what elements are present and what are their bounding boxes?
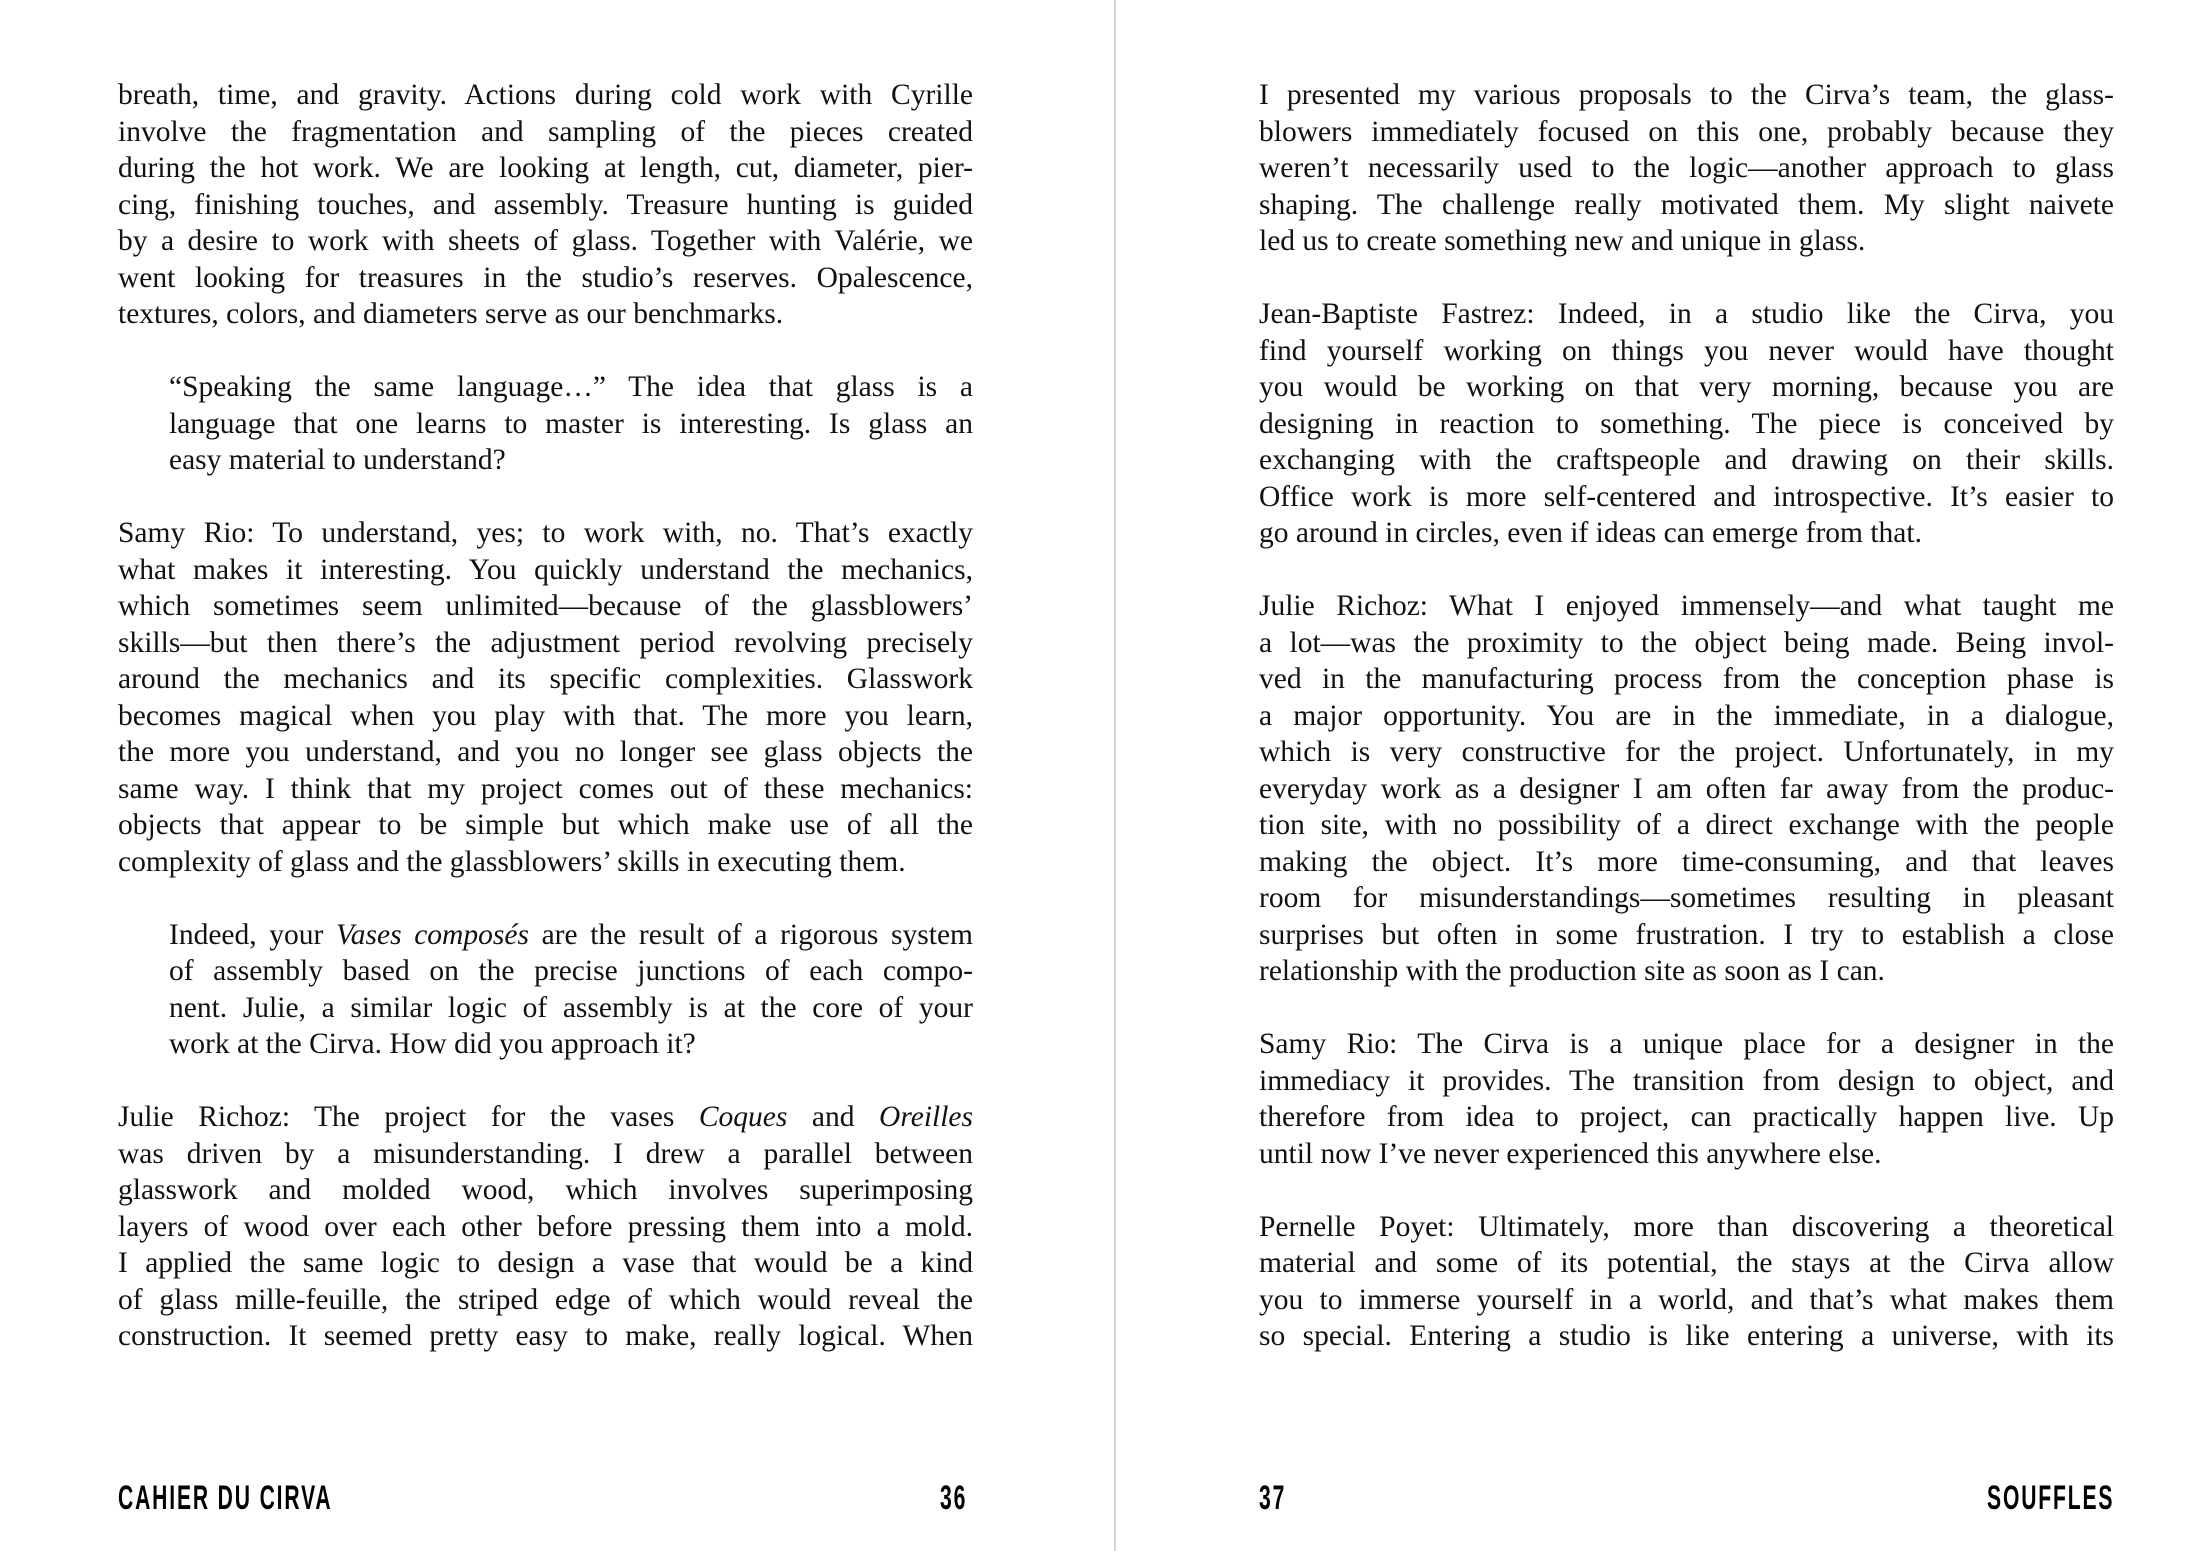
text-line: shaping. The challenge really motivated them. My slight naivete [1259, 188, 2114, 221]
body-paragraph [118, 515, 973, 880]
text-line: you to immerse yourself in a world, and that’s what makes them [1259, 1283, 2114, 1316]
left-running-footer-title: CAHIER DU CIRVA [118, 1479, 333, 1517]
italic-title: Oreilles [879, 1101, 973, 1133]
text-line: go around in circles, even if ideas can emerge from that. [1259, 517, 1922, 549]
text-line: Samy Rio: To understand, yes; to work with, no. That’s exactly [118, 517, 973, 549]
body-paragraph [1259, 77, 2114, 260]
text-line: same way. I think that my project comes out of these mechanics: [118, 772, 973, 805]
text-line: ved in the manufacturing process from the conception phase is [1259, 663, 2114, 695]
text-line: textures, colors, and diameters serve as our benchmarks. [118, 298, 784, 330]
body-paragraph [118, 77, 973, 333]
body-paragraph [1259, 588, 2114, 990]
text-line: objects that appear to be simple but which make use of all the [118, 809, 973, 841]
text-segment: and [787, 1101, 880, 1133]
text-line: complexity of glass and the glassblowers’ skills in executing them. [118, 845, 906, 878]
text-line: construction. It seemed pretty easy to make, really logical. When [118, 1320, 973, 1352]
text-line: so special. Entering a studio is like entering a universe, with its [1259, 1320, 2114, 1352]
text-line: making the object. It’s more time-consuming, and that leaves [1259, 845, 2114, 878]
text-line: Samy Rio: The Cirva is a unique place for a designer in the [1259, 1028, 2114, 1060]
interviewer-question-paragraph [118, 917, 973, 1063]
text-line: Pernelle Poyet: Ultimately, more than discovering a theoretical [1259, 1210, 2114, 1243]
text-line: was driven by a misunderstanding. I drew a parallel between [118, 1137, 973, 1170]
text-line: exchanging with the craftspeople and drawing on their skills. [1259, 444, 2114, 476]
text-line: I presented my various proposals to the Cirva’s team, the glass- [1259, 79, 2114, 111]
text-segment: Julie Richoz: The project for the vases [118, 1101, 699, 1133]
text-line: language that one learns to master is interesting. Is glass an [169, 407, 973, 440]
text-line: blowers immediately focused on this one, probably because they [1259, 115, 2114, 148]
text-line: room for misunderstandings—sometimes resulting in pleasant [1259, 882, 2114, 914]
text-line: easy material to understand? [169, 444, 506, 476]
text-line: a major opportunity. You are in the immediate, in a dialogue, [1259, 699, 2114, 732]
text-line: which sometimes seem unlimited—because of the glassblowers’ [118, 590, 973, 622]
text-line: work at the Cirva. How did you approach it? [169, 1028, 696, 1060]
text-line: during the hot work. We are looking at length, cut, diameter, pier- [118, 152, 973, 184]
text-line [118, 1099, 973, 1136]
text-line: led us to create something new and unique in glass. [1259, 225, 1866, 257]
text-line: relationship with the production site as soon as I can. [1259, 955, 1885, 987]
text-line: immediacy it provides. The transition from design to object, and [1259, 1064, 2114, 1097]
text-line: Office work is more self-centered and introspective. It’s easier to [1259, 480, 2114, 513]
text-line: everyday work as a designer I am often far away from the produc- [1259, 772, 2114, 805]
text-line: went looking for treasures in the studio’s reserves. Opalescence, [118, 261, 973, 294]
text-line: involve the fragmentation and sampling of the pieces created [118, 115, 973, 148]
text-line: becomes magical when you play with that. The more you learn, [118, 699, 973, 732]
right-running-footer-title: SOUFFLES [1986, 1479, 2114, 1517]
text-line: layers of wood over each other before pressing them into a mold. [118, 1210, 973, 1243]
text-line: a lot—was the proximity to the object being made. Being invol- [1259, 626, 2114, 659]
body-paragraph [118, 1099, 973, 1355]
text-line: what makes it interesting. You quickly understand the mechanics, [118, 553, 973, 586]
text-line: breath, time, and gravity. Actions during cold work with Cyrille [118, 79, 973, 111]
text-line: therefore from idea to project, can practically happen live. Up [1259, 1101, 2114, 1133]
italic-title: Coques [698, 1101, 788, 1133]
text-line: around the mechanics and its specific complexities. Glasswork [118, 663, 973, 695]
text-line: until now I’ve never experienced this anywhere else. [1259, 1137, 1882, 1170]
text-line: I applied the same logic to design a vase that would be a kind [118, 1247, 973, 1279]
right-page-number: 37 [1259, 1479, 1287, 1517]
text-line: of glass mille-feuille, the striped edge of which would reveal the [118, 1283, 973, 1316]
text-line: surprises but often in some frustration. I try to establish a close [1259, 918, 2114, 951]
right-page-text-column [1259, 77, 2114, 1391]
body-paragraph [1259, 1209, 2114, 1355]
text-line: material and some of its potential, the stays at the Cirva allow [1259, 1247, 2114, 1279]
text-line: Julie Richoz: What I enjoyed immensely—and what taught me [1259, 590, 2114, 622]
text-line: of assembly based on the precise junctions of each compo- [169, 955, 973, 987]
text-line: find yourself working on things you never would have thought [1259, 334, 2114, 367]
text-line: you would be working on that very morning, because you are [1259, 371, 2114, 403]
left-page-text-column [118, 77, 973, 1391]
text-line: glasswork and molded wood, which involves superimposing [118, 1174, 973, 1206]
text-line: skills—but then there’s the adjustment period revolving precisely [118, 626, 973, 659]
text-line: tion site, with no possibility of a direct exchange with the people [1259, 809, 2114, 841]
italic-title: Vases composés [336, 918, 529, 951]
body-paragraph [1259, 1026, 2114, 1172]
body-paragraph [1259, 296, 2114, 552]
text-line: which is very constructive for the project. Unfortunately, in my [1259, 736, 2114, 768]
interviewer-question-paragraph [118, 369, 973, 479]
text-line: “Speaking the same language…” The idea that glass is a [169, 371, 973, 403]
text-line: weren’t necessarily used to the logic—another approach to glass [1259, 152, 2114, 184]
text-line: nent. Julie, a similar logic of assembly is at the core of your [169, 991, 973, 1024]
text-segment: are the result of a rigorous system [528, 918, 973, 951]
text-line: by a desire to work with sheets of glass. Together with Valérie, we [118, 225, 973, 257]
text-line: cing, finishing touches, and assembly. Treasure hunting is guided [118, 188, 973, 221]
page-gutter-divider [1114, 0, 1116, 1551]
text-line [169, 917, 973, 954]
text-line: the more you understand, and you no longer see glass objects the [118, 736, 973, 768]
text-segment: Indeed, your [169, 918, 337, 951]
text-line: Jean-Baptiste Fastrez: Indeed, in a studio like the Cirva, you [1259, 298, 2114, 330]
left-page-number: 36 [940, 1479, 968, 1517]
text-line: designing in reaction to something. The piece is conceived by [1259, 407, 2114, 440]
